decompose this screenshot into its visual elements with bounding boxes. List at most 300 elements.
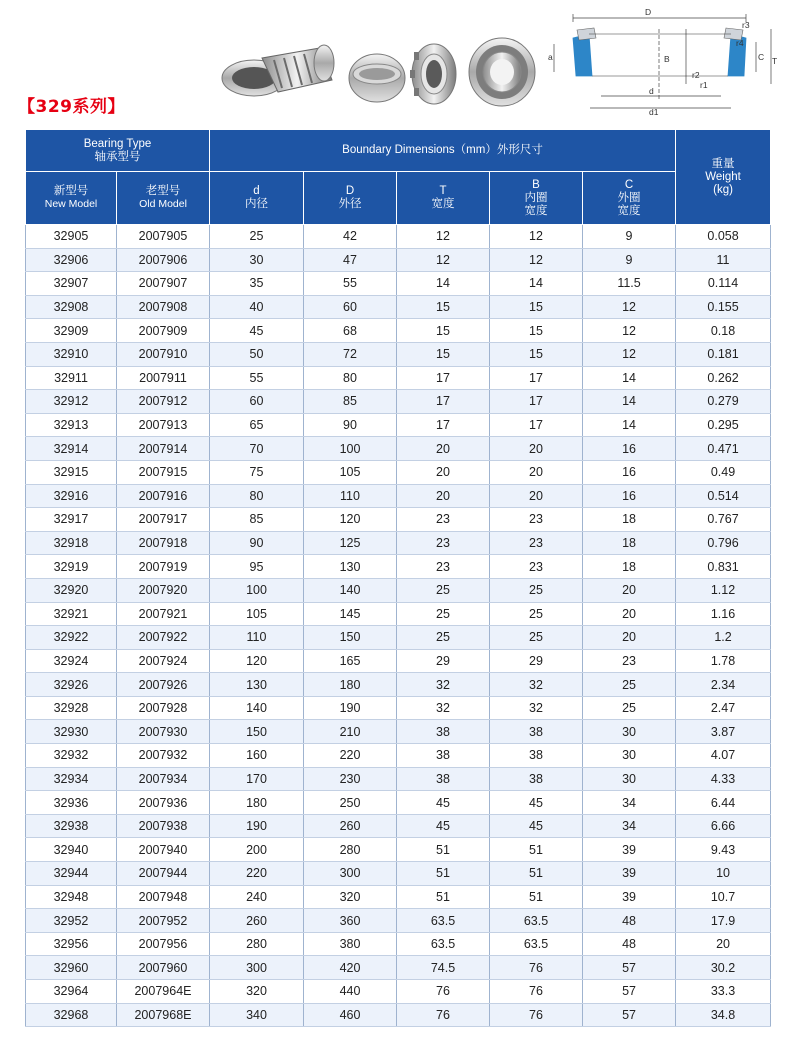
- new-model-cell: 32921: [26, 602, 117, 626]
- diagram-label-D: D: [645, 7, 652, 17]
- diagram-label-a: a: [548, 52, 553, 62]
- table-row: [26, 885, 771, 909]
- new-model-cell: 32930: [26, 720, 117, 744]
- table-row: [26, 484, 771, 508]
- new-model-cell: 32926: [26, 673, 117, 697]
- T-cell: 51: [397, 885, 490, 909]
- T-cell: 15: [397, 295, 490, 319]
- T-cell: 51: [397, 862, 490, 886]
- table-row: [26, 791, 771, 815]
- d-symbol: d: [253, 185, 260, 197]
- weight-cell: 0.279: [676, 390, 771, 414]
- old-model-cell: 2007934: [117, 767, 210, 791]
- C-cell: 12: [583, 295, 676, 319]
- C-cell: 39: [583, 838, 676, 862]
- d-cell: 40: [210, 295, 304, 319]
- B-cell: 76: [490, 1003, 583, 1027]
- T-cell: 23: [397, 508, 490, 532]
- C-cell: 14: [583, 413, 676, 437]
- old-model-cell: 2007909: [117, 319, 210, 343]
- d-cell: 300: [210, 956, 304, 980]
- new-model-cell: 32922: [26, 626, 117, 650]
- D-cell: 380: [304, 932, 397, 956]
- B-symbol: B: [532, 178, 540, 191]
- B-cell: 17: [490, 366, 583, 390]
- old-model-cn: 老型号: [145, 185, 181, 197]
- D-cn: 外径: [338, 198, 362, 210]
- diagram-label-r2: r2: [692, 70, 700, 80]
- new-model-cell: 32948: [26, 885, 117, 909]
- table-row: [26, 319, 771, 343]
- B-cell: 14: [490, 272, 583, 296]
- D-cell: 140: [304, 578, 397, 602]
- B-cell: 51: [490, 885, 583, 909]
- D-cell: 280: [304, 838, 397, 862]
- weight-cell: 1.16: [676, 602, 771, 626]
- B-cell: 12: [490, 225, 583, 249]
- C-cell: 30: [583, 767, 676, 791]
- D-cell: 130: [304, 555, 397, 579]
- weight-cell: 0.514: [676, 484, 771, 508]
- D-cell: 440: [304, 980, 397, 1004]
- weight-cell: 2.47: [676, 696, 771, 720]
- C-cell: 34: [583, 791, 676, 815]
- outer-ring-width-header: [583, 172, 676, 225]
- old-model-cell: 2007908: [117, 295, 210, 319]
- d-cn: 内径: [245, 198, 268, 210]
- old-model-cell: 2007940: [117, 838, 210, 862]
- C-cell: 34: [583, 814, 676, 838]
- table-row: [26, 838, 771, 862]
- table-row: [26, 626, 771, 650]
- D-cell: 180: [304, 673, 397, 697]
- weight-header: [676, 130, 771, 225]
- d-cell: 25: [210, 225, 304, 249]
- d-cell: 280: [210, 932, 304, 956]
- table-row: [26, 956, 771, 980]
- table-row: [26, 673, 771, 697]
- D-cell: 150: [304, 626, 397, 650]
- table-row: [26, 720, 771, 744]
- old-model-cell: 2007926: [117, 673, 210, 697]
- weight-cell: 30.2: [676, 956, 771, 980]
- table-row: [26, 460, 771, 484]
- C-cell: 57: [583, 956, 676, 980]
- old-model-cell: 2007938: [117, 814, 210, 838]
- old-model-cell: 2007910: [117, 342, 210, 366]
- B-cell: 17: [490, 413, 583, 437]
- B-cell: 15: [490, 295, 583, 319]
- B-cell: 51: [490, 862, 583, 886]
- D-cell: 110: [304, 484, 397, 508]
- T-cell: 38: [397, 720, 490, 744]
- old-model-cell: 2007964E: [117, 980, 210, 1004]
- d-cell: 105: [210, 602, 304, 626]
- new-model-cell: 32919: [26, 555, 117, 579]
- diagram-label-d1: d1: [649, 107, 659, 117]
- new-model-cell: 32913: [26, 413, 117, 437]
- table-row: [26, 578, 771, 602]
- D-symbol: D: [345, 185, 355, 197]
- old-model-cell: 2007930: [117, 720, 210, 744]
- new-model-cell: 32934: [26, 767, 117, 791]
- d-cell: 120: [210, 649, 304, 673]
- T-cn: 宽度: [431, 198, 455, 210]
- C-cell: 30: [583, 744, 676, 768]
- d-cell: 150: [210, 720, 304, 744]
- D-cell: 210: [304, 720, 397, 744]
- old-model-cell: 2007952: [117, 909, 210, 933]
- T-cell: 15: [397, 342, 490, 366]
- D-cell: 72: [304, 342, 397, 366]
- weight-cell: 0.114: [676, 272, 771, 296]
- table-row: [26, 272, 771, 296]
- new-model-cell: 32956: [26, 932, 117, 956]
- table-row: [26, 248, 771, 272]
- old-model-cell: 2007968E: [117, 1003, 210, 1027]
- new-model-cell: 32915: [26, 460, 117, 484]
- D-cell: 100: [304, 437, 397, 461]
- B-cell: 45: [490, 814, 583, 838]
- new-model-cell: 32907: [26, 272, 117, 296]
- B-cell: 25: [490, 626, 583, 650]
- new-model-cell: 32911: [26, 366, 117, 390]
- diagram-label-r1: r1: [700, 80, 708, 90]
- B-cell: 23: [490, 508, 583, 532]
- table-row: [26, 413, 771, 437]
- d-cell: 45: [210, 319, 304, 343]
- B-cell: 32: [490, 673, 583, 697]
- weight-cell: 34.8: [676, 1003, 771, 1027]
- old-model-cell: 2007905: [117, 225, 210, 249]
- weight-cell: 2.34: [676, 673, 771, 697]
- new-model-en: New Model: [44, 198, 98, 210]
- new-model-cell: 32905: [26, 225, 117, 249]
- d-cell: 260: [210, 909, 304, 933]
- T-cell: 63.5: [397, 932, 490, 956]
- new-model-cell: 32918: [26, 531, 117, 555]
- new-model-cell: 32920: [26, 578, 117, 602]
- table-row: [26, 437, 771, 461]
- B-cell: 23: [490, 555, 583, 579]
- C-cell: 9: [583, 225, 676, 249]
- d-cell: 170: [210, 767, 304, 791]
- T-cell: 12: [397, 225, 490, 249]
- T-cell: 25: [397, 626, 490, 650]
- d-cell: 60: [210, 390, 304, 414]
- B-cell: 25: [490, 602, 583, 626]
- C-cell: 14: [583, 390, 676, 414]
- weight-cell: 6.44: [676, 791, 771, 815]
- weight-cell: 4.33: [676, 767, 771, 791]
- T-cell: 20: [397, 484, 490, 508]
- weight-cell: 0.831: [676, 555, 771, 579]
- D-cell: 360: [304, 909, 397, 933]
- bearing-type-header: [26, 130, 210, 172]
- weight-cell: 1.12: [676, 578, 771, 602]
- table-row: [26, 744, 771, 768]
- T-cell: 25: [397, 602, 490, 626]
- weight-cell: 0.49: [676, 460, 771, 484]
- table-row: [26, 980, 771, 1004]
- table-row: [26, 366, 771, 390]
- weight-cell: 0.471: [676, 437, 771, 461]
- D-cell: 190: [304, 696, 397, 720]
- old-model-cell: 2007911: [117, 366, 210, 390]
- T-cell: 17: [397, 390, 490, 414]
- D-cell: 47: [304, 248, 397, 272]
- old-model-cell: 2007915: [117, 460, 210, 484]
- boundary-dimensions-header: [210, 130, 676, 172]
- d-cell: 130: [210, 673, 304, 697]
- d-cell: 65: [210, 413, 304, 437]
- table-row: [26, 1003, 771, 1027]
- C-cell: 25: [583, 696, 676, 720]
- C-cell: 39: [583, 862, 676, 886]
- D-cell: 80: [304, 366, 397, 390]
- T-cell: 23: [397, 555, 490, 579]
- d-cell: 190: [210, 814, 304, 838]
- d-cell: 140: [210, 696, 304, 720]
- table-row: [26, 649, 771, 673]
- weight-cell: 10.7: [676, 885, 771, 909]
- T-cell: 76: [397, 980, 490, 1004]
- old-model-cell: 2007906: [117, 248, 210, 272]
- bearing-photo-3: [410, 44, 456, 104]
- T-cell: 38: [397, 744, 490, 768]
- T-cell: 29: [397, 649, 490, 673]
- old-model-cell: 2007912: [117, 390, 210, 414]
- d-cell: 55: [210, 366, 304, 390]
- old-model-cell: 2007932: [117, 744, 210, 768]
- d-cell: 85: [210, 508, 304, 532]
- table-row: [26, 390, 771, 414]
- T-cell: 76: [397, 1003, 490, 1027]
- new-model-header: [26, 172, 117, 225]
- d-cell: 160: [210, 744, 304, 768]
- B-cn-1: 内圈: [524, 191, 548, 204]
- weight-cell: 9.43: [676, 838, 771, 862]
- D-cell: 60: [304, 295, 397, 319]
- C-cell: 20: [583, 602, 676, 626]
- D-cell: 220: [304, 744, 397, 768]
- weight-cell: 0.796: [676, 531, 771, 555]
- D-cell: 105: [304, 460, 397, 484]
- new-model-cell: 32928: [26, 696, 117, 720]
- weight-cell: 4.07: [676, 744, 771, 768]
- D-cell: 460: [304, 1003, 397, 1027]
- C-cell: 16: [583, 437, 676, 461]
- T-cell: 20: [397, 437, 490, 461]
- B-cell: 15: [490, 319, 583, 343]
- T-cell: 15: [397, 319, 490, 343]
- new-model-cell: 32909: [26, 319, 117, 343]
- weight-cn: 重量: [711, 157, 735, 170]
- new-model-cell: 32960: [26, 956, 117, 980]
- bearing-type-cn: 轴承型号: [94, 150, 141, 163]
- C-cell: 12: [583, 319, 676, 343]
- table-row: [26, 555, 771, 579]
- table-row: [26, 767, 771, 791]
- table-row: [26, 342, 771, 366]
- d-cell: 110: [210, 626, 304, 650]
- weight-cell: 20: [676, 932, 771, 956]
- T-cell: 45: [397, 791, 490, 815]
- D-cell: 42: [304, 225, 397, 249]
- B-cn-2: 宽度: [524, 204, 548, 217]
- weight-unit: (kg): [713, 183, 733, 196]
- C-cell: 14: [583, 366, 676, 390]
- T-symbol: T: [439, 185, 447, 197]
- T-cell: 17: [397, 366, 490, 390]
- B-cell: 76: [490, 980, 583, 1004]
- C-cell: 57: [583, 1003, 676, 1027]
- d-cell: 240: [210, 885, 304, 909]
- C-cell: 16: [583, 484, 676, 508]
- old-model-cell: 2007920: [117, 578, 210, 602]
- C-cell: 23: [583, 649, 676, 673]
- old-model-cell: 2007936: [117, 791, 210, 815]
- boundary-dimensions-label: Boundary Dimensions（mm）外形尺寸: [342, 144, 543, 156]
- d-cell: 70: [210, 437, 304, 461]
- weight-cell: 6.66: [676, 814, 771, 838]
- C-cell: 39: [583, 885, 676, 909]
- C-cn-1: 外圈: [617, 191, 641, 204]
- C-cell: 18: [583, 508, 676, 532]
- old-model-cell: 2007922: [117, 626, 210, 650]
- B-cell: 45: [490, 791, 583, 815]
- d-cell: 340: [210, 1003, 304, 1027]
- D-cell: 145: [304, 602, 397, 626]
- table-row: [26, 862, 771, 886]
- new-model-cell: 32932: [26, 744, 117, 768]
- B-cell: 17: [490, 390, 583, 414]
- d-cell: 100: [210, 578, 304, 602]
- table-row: [26, 602, 771, 626]
- D-cell: 250: [304, 791, 397, 815]
- table-row: [26, 508, 771, 532]
- T-cell: 51: [397, 838, 490, 862]
- d-cell: 320: [210, 980, 304, 1004]
- diagram-label-r3: r3: [742, 20, 750, 30]
- new-model-cell: 32964: [26, 980, 117, 1004]
- table-row: [26, 814, 771, 838]
- bearing-type-en: Bearing Type: [83, 137, 152, 150]
- C-cell: 16: [583, 460, 676, 484]
- diagram-label-C: C: [758, 52, 765, 62]
- old-model-header: [117, 172, 210, 225]
- weight-cell: 1.78: [676, 649, 771, 673]
- D-cell: 68: [304, 319, 397, 343]
- B-cell: 63.5: [490, 909, 583, 933]
- B-cell: 51: [490, 838, 583, 862]
- B-cell: 38: [490, 744, 583, 768]
- new-model-cell: 32924: [26, 649, 117, 673]
- table-row: [26, 932, 771, 956]
- weight-cell: 0.295: [676, 413, 771, 437]
- weight-cell: 3.87: [676, 720, 771, 744]
- bearing-photo-4: [469, 38, 535, 106]
- weight-cell: 33.3: [676, 980, 771, 1004]
- old-model-cell: 2007928: [117, 696, 210, 720]
- D-cell: 90: [304, 413, 397, 437]
- T-cell: 63.5: [397, 909, 490, 933]
- new-model-cell: 32910: [26, 342, 117, 366]
- T-cell: 74.5: [397, 956, 490, 980]
- old-model-cell: 2007918: [117, 531, 210, 555]
- C-cell: 20: [583, 626, 676, 650]
- new-model-cn: 新型号: [53, 185, 89, 197]
- B-cell: 63.5: [490, 932, 583, 956]
- inner-ring-width-header: [490, 172, 583, 225]
- C-cell: 25: [583, 673, 676, 697]
- new-model-cell: 32908: [26, 295, 117, 319]
- C-symbol: C: [624, 178, 634, 191]
- bearing-photo-2: [349, 54, 405, 102]
- table-row: [26, 531, 771, 555]
- table-row: [26, 696, 771, 720]
- weight-cell: 0.181: [676, 342, 771, 366]
- d-cell: 200: [210, 838, 304, 862]
- D-cell: 300: [304, 862, 397, 886]
- B-cell: 25: [490, 578, 583, 602]
- old-model-cell: 2007948: [117, 885, 210, 909]
- D-cell: 85: [304, 390, 397, 414]
- diagram-label-r4: r4: [736, 38, 744, 48]
- d-cell: 80: [210, 484, 304, 508]
- series-title: 【329系列】: [18, 97, 125, 117]
- old-model-cell: 2007917: [117, 508, 210, 532]
- B-cell: 76: [490, 956, 583, 980]
- weight-cell: 11: [676, 248, 771, 272]
- table-row: [26, 295, 771, 319]
- C-cell: 48: [583, 909, 676, 933]
- T-cell: 23: [397, 531, 490, 555]
- weight-cell: 10: [676, 862, 771, 886]
- d-cell: 30: [210, 248, 304, 272]
- T-cell: 45: [397, 814, 490, 838]
- d-cell: 90: [210, 531, 304, 555]
- d-cell: 75: [210, 460, 304, 484]
- d-cell: 180: [210, 791, 304, 815]
- bearing-photos: [212, 30, 542, 110]
- d-cell: 220: [210, 862, 304, 886]
- bearing-dimension-diagram: [546, 4, 776, 118]
- weight-cell: 0.767: [676, 508, 771, 532]
- new-model-cell: 32944: [26, 862, 117, 886]
- old-model-cell: 2007914: [117, 437, 210, 461]
- T-cell: 12: [397, 248, 490, 272]
- C-cell: 18: [583, 555, 676, 579]
- B-cell: 20: [490, 484, 583, 508]
- D-cell: 165: [304, 649, 397, 673]
- B-cell: 38: [490, 720, 583, 744]
- weight-cell: 17.9: [676, 909, 771, 933]
- C-cell: 48: [583, 932, 676, 956]
- B-cell: 23: [490, 531, 583, 555]
- T-cell: 25: [397, 578, 490, 602]
- new-model-cell: 32968: [26, 1003, 117, 1027]
- new-model-cell: 32906: [26, 248, 117, 272]
- old-model-cell: 2007960: [117, 956, 210, 980]
- weight-cell: 1.2: [676, 626, 771, 650]
- old-model-en: Old Model: [139, 198, 187, 210]
- d-cell: 35: [210, 272, 304, 296]
- new-model-cell: 32938: [26, 814, 117, 838]
- new-model-cell: 32916: [26, 484, 117, 508]
- D-cell: 320: [304, 885, 397, 909]
- C-cell: 18: [583, 531, 676, 555]
